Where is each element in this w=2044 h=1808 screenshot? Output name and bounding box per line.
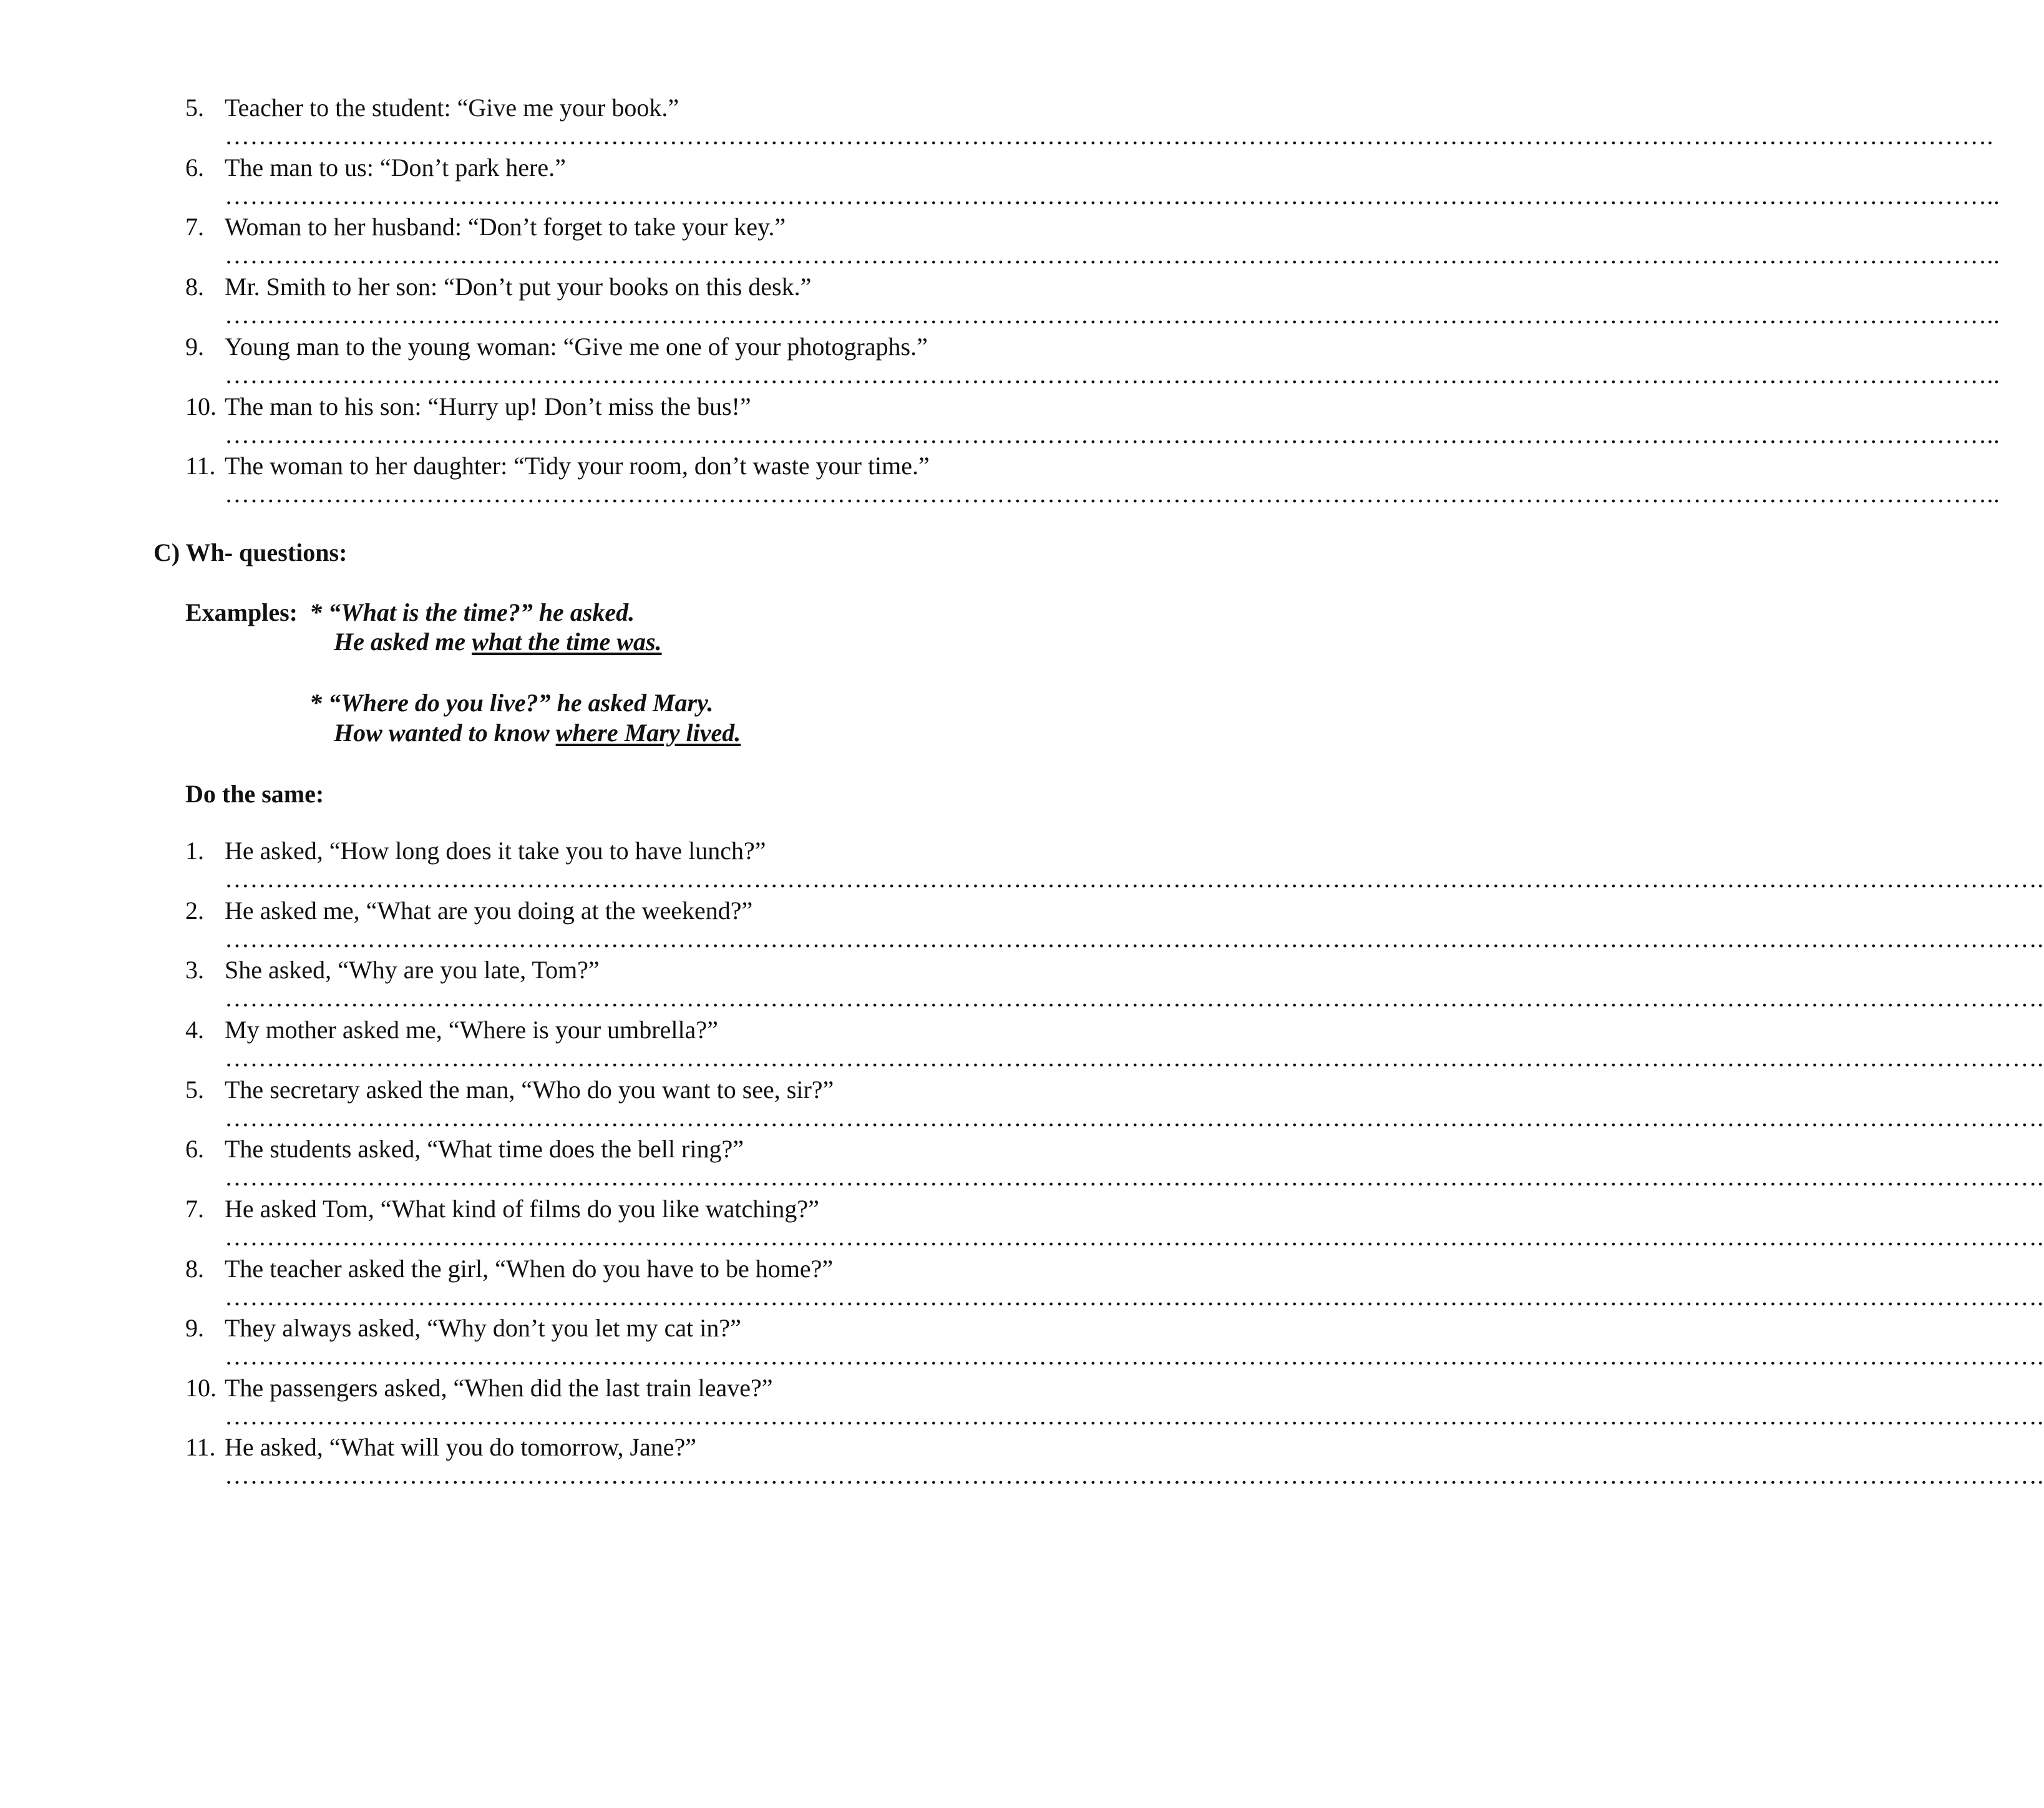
item-number: 8.: [185, 1255, 204, 1283]
answer-line[interactable]: ……………………………………………………………………………………………………………………………………………………………………………………………….: [225, 1223, 2044, 1251]
item-prompt: The woman to her daughter: “Tidy your room, don’t waste your time.”: [225, 452, 930, 480]
item-prompt: He asked me, “What are you doing at the weekend?”: [225, 897, 753, 925]
example-2-answer: [334, 718, 741, 747]
item-prompt: Young man to the young woman: “Give me one of your photographs.”: [225, 333, 928, 361]
answer-line[interactable]: ……………………………………………………………………………………………………………………………………………………………………………………………….: [225, 984, 2044, 1012]
answer-line[interactable]: ……………………………………………………………………………………………………………………………………………………………………………………………….: [225, 865, 2044, 893]
item-number: 5.: [185, 1076, 204, 1104]
answer-line[interactable]: …………………………………………………………………………………………………………………………………………………………………………………………..: [225, 182, 2000, 210]
answer-line[interactable]: …………………………………………………………………………………………………………………………………………………………………………………………..: [225, 480, 2000, 508]
example-underlined-answer: where Mary lived.: [555, 719, 741, 747]
item-prompt: The passengers asked, “When did the last train leave?”: [225, 1374, 773, 1402]
item-prompt: Woman to her husband: “Don’t forget to take your key.”: [225, 213, 786, 241]
item-number: 2.: [185, 897, 204, 925]
item-prompt: Teacher to the student: “Give me your book.”: [225, 94, 679, 122]
answer-line[interactable]: ……………………………………………………………………………………………………………………………………………………………………………………………….: [225, 925, 2044, 953]
answer-line[interactable]: …………………………………………………………………………………………………………………………………………………………………………………………..: [225, 241, 2000, 269]
item-prompt: The man to us: “Don’t park here.”: [225, 153, 566, 182]
item-prompt: My mother asked me, “Where is your umbrella?”: [225, 1016, 718, 1044]
answer-line[interactable]: …………………………………………………………………………………………………………………………………………………………………………………………..: [225, 301, 2000, 329]
answer-line[interactable]: ……………………………………………………………………………………………………………………………………………………………………………………………….: [225, 1104, 2044, 1132]
item-prompt: The teacher asked the girl, “When do you have to be home?”: [225, 1255, 834, 1283]
item-prompt: The man to his son: “Hurry up! Don’t miss the bus!”: [225, 392, 751, 420]
example-1-quote: * “What is the time?” he asked.: [309, 598, 635, 626]
answer-line[interactable]: …………………………………………………………………………………………………………………………………………………………………………………………..: [225, 420, 2000, 449]
item-number: 6.: [185, 153, 204, 182]
item-number: 9.: [185, 1314, 204, 1342]
answer-line[interactable]: ……………………………………………………………………………………………………………………………………………………………………………………………….: [225, 1283, 2044, 1311]
examples-label: Examples:: [185, 598, 298, 626]
answer-line[interactable]: ……………………………………………………………………………………………………………………………………………………………………………………………….: [225, 1402, 2044, 1430]
item-number: 5.: [185, 94, 204, 122]
item-prompt: He asked, “How long does it take you to have lunch?”: [225, 837, 766, 865]
answer-line[interactable]: …………………………………………………………………………………………………………………………………………………………………………………………..: [225, 361, 2000, 389]
example-lead-text: How wanted to know: [334, 719, 556, 747]
example-lead-text: He asked me: [334, 628, 472, 656]
item-prompt: He asked Tom, “What kind of films do you like watching?”: [225, 1195, 819, 1223]
item-number: 6.: [185, 1135, 204, 1163]
item-prompt: He asked, “What will you do tomorrow, Jane?”: [225, 1433, 697, 1461]
example-2-quote: * “Where do you live?” he asked Mary.: [309, 689, 714, 717]
item-number: 10.: [185, 1374, 217, 1402]
instruction-label: Do the same:: [185, 780, 324, 808]
answer-line[interactable]: ………………………………………………………………………………………………………………………………………………………………………………………….: [225, 122, 1993, 150]
item-prompt: The secretary asked the man, “Who do you want to see, sir?”: [225, 1076, 834, 1104]
item-number: 7.: [185, 213, 204, 241]
item-number: 8.: [185, 273, 204, 301]
item-number: 11.: [185, 452, 216, 480]
example-1-answer: [334, 627, 662, 656]
item-prompt: She asked, “Why are you late, Tom?”: [225, 956, 600, 984]
example-underlined-answer: what the time was.: [472, 628, 662, 656]
section-heading: C) Wh- questions:: [153, 538, 348, 566]
item-number: 11.: [185, 1433, 216, 1461]
item-number: 10.: [185, 392, 217, 420]
item-number: 3.: [185, 956, 204, 984]
item-number: 1.: [185, 837, 204, 865]
item-number: 9.: [185, 333, 204, 361]
item-prompt: The students asked, “What time does the bell ring?”: [225, 1135, 744, 1163]
item-number: 4.: [185, 1016, 204, 1044]
answer-line[interactable]: ……………………………………………………………………………………………………………………………………………………………………………………………….: [225, 1461, 2044, 1489]
item-prompt: Mr. Smith to her son: “Don’t put your books on this desk.”: [225, 273, 812, 301]
item-prompt: They always asked, “Why don’t you let my cat in?”: [225, 1314, 741, 1342]
item-number: 7.: [185, 1195, 204, 1223]
answer-line[interactable]: ……………………………………………………………………………………………………………………………………………………………………………………………….: [225, 1163, 2044, 1191]
answer-line[interactable]: ……………………………………………………………………………………………………………………………………………………………………………………………….: [225, 1342, 2044, 1370]
answer-line[interactable]: ……………………………………………………………………………………………………………………………………………………………………………………………….: [225, 1044, 2044, 1072]
